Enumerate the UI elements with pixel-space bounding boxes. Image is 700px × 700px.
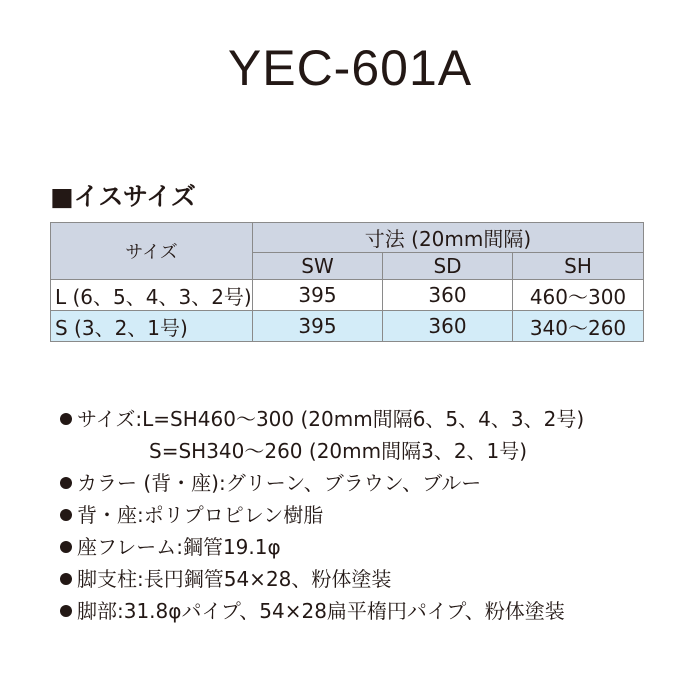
- spec-text: 座フレーム:鋼管19.1φ: [77, 535, 281, 559]
- spec-item-color: [60, 467, 690, 499]
- row-sh-value: 460～300: [513, 280, 644, 311]
- column-header-dimensions: 寸法 (20mm間隔): [253, 223, 644, 253]
- column-header-size: サイズ: [51, 223, 253, 280]
- spec-item-leg-post: [60, 563, 690, 595]
- row-sw-value: 395: [253, 311, 383, 342]
- table-header-row: [51, 223, 644, 253]
- chair-size-table: [50, 222, 644, 342]
- spec-text: サイズ:L=SH460～300 (20mm間隔6、5、4、3、2号): [77, 407, 585, 431]
- spec-item-leg-base: [60, 595, 690, 627]
- row-sw-value: 395: [253, 280, 383, 311]
- column-header-sd: SD: [383, 253, 513, 280]
- column-header-sw: SW: [253, 253, 383, 280]
- spec-list: [60, 403, 690, 627]
- row-sd-value: 360: [383, 280, 513, 311]
- spec-text: 背・座:ポリプロピレン樹脂: [77, 503, 324, 527]
- spec-item-seat-material: [60, 499, 690, 531]
- spec-item-size-continued: [60, 435, 690, 467]
- row-size-name: L (6、5、4、3、2号): [51, 280, 253, 311]
- column-header-sh: SH: [513, 253, 644, 280]
- bullet-icon: [60, 413, 72, 425]
- section-heading-chair-size: ■イスサイズ: [50, 182, 196, 211]
- spec-text: 脚部:31.8φパイプ、54×28扁平楕円パイプ、粉体塗装: [77, 599, 565, 623]
- bullet-icon: [60, 541, 72, 553]
- bullet-icon: [60, 509, 72, 521]
- spec-text: S=SH340～260 (20mm間隔3、2、1号): [149, 439, 528, 463]
- product-title: YEC-601A: [227, 40, 473, 96]
- row-sh-value: 340～260: [513, 311, 644, 342]
- bullet-icon: [60, 573, 72, 585]
- table-row: [51, 280, 644, 311]
- bullet-icon: [60, 477, 72, 489]
- spec-text: カラー (背・座):グリーン、ブラウン、ブルー: [77, 471, 482, 495]
- row-sd-value: 360: [383, 311, 513, 342]
- spec-text: 脚支柱:長円鋼管54×28、粉体塗装: [77, 567, 392, 591]
- spec-item-size: [60, 403, 690, 435]
- table-row: [51, 311, 644, 342]
- bullet-icon: [60, 605, 72, 617]
- row-size-name: S (3、2、1号): [51, 311, 253, 342]
- spec-item-seat-frame: [60, 531, 690, 563]
